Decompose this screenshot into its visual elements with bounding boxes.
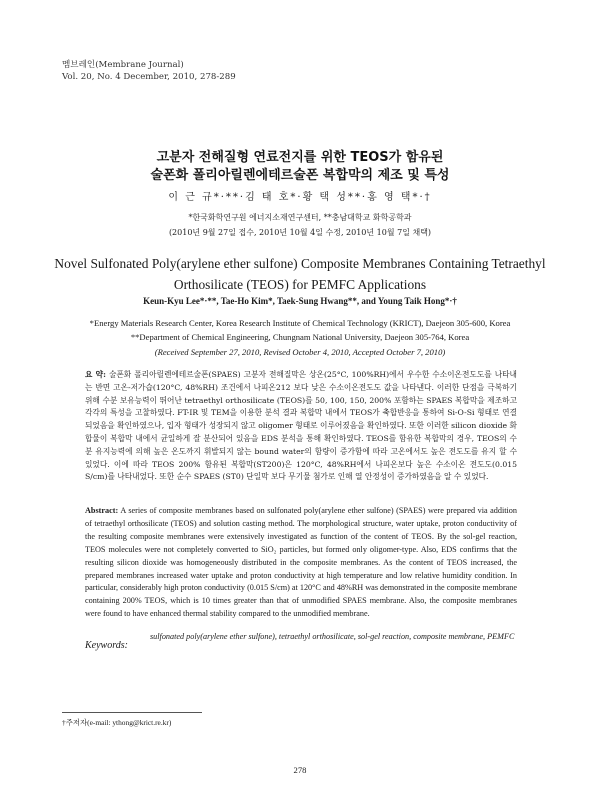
english-title-line-2: Orthosilicate (TEOS) for PEMFC Applications [173,277,427,292]
english-authors: Keun-Kyu Lee*·**, Tae-Ho Kim*, Taek-Sung Hwang**, and Young Taik Hong*·† [143,296,457,306]
english-title-line-1: Novel Sulfonated Poly(arylene ether sulfone) Composite Membranes Containing Tetraethyl [54,256,546,271]
keywords-text: sulfonated poly(arylene ether sulfone), tetraethyl orthosilicate, sol-gel reaction, composite membrane, PEMFC [150,632,515,641]
korean-dates: (2010년 9월 27일 접수, 2010년 10월 4일 수정, 2010년 10월 7일 채택) [168,228,432,237]
korean-title-line-1: 고분자 전해질형 연료전지를 위한 TEOS가 함유된 [156,150,444,165]
keywords-label: Keywords: [85,640,128,651]
english-abstract-label: Abstract: [85,506,119,515]
journal-volume: Vol. 20, No. 4 December, 2010, 278-289 [62,72,236,82]
korean-title-line-2: 술폰화 폴리아릴렌에테르술폰 복합막의 제조 및 특성 [150,168,450,183]
english-abstract-text: A series of composite membranes based on sulfonated poly(arylene ether sulfone) (SPAES) were prepared via addition of tetraethyl orthosilicate (TEOS) and solution casting method. The morphological structure, water uptake, proton conductivity of the resulting composite membranes were extensively investigated as function of the content of TEOS. By the sol-gel reaction, TEOS molecules were not completely converted to SiO₂ particles, but formed only oligomer-type. Also, EDS confirms that the resulting silicon dioxide was homogeneously distributed in the composite membranes. As the content of TEOS increased, the prepared membranes increased water uptake and proton conductivity at high temperature and low relative humidity condition. In particular, considerably high proton conductivity (0.015 S/cm) at 120°C and 48%RH was demonstrated in the composite membrane containing 200% TEOS, which is 10 times greater than that of unmodified SPAES membrane. Also, the composite membranes were found to have enhanced thermal stability compared to the unmodified membrane. [85,506,517,619]
korean-abstract-text: 술폰화 폴리아릴렌에테르술폰(SPAES) 고분자 전해질막은 상온(25°C, 100%RH)에서 우수한 수소이온전도도를 나타내는 반면 고온-저가습(120°C, 48%RH) 조건에서 나피온212 보다 낮은 수소이온전도도 값을 나타낸다. 이러한 단점을 극복하기 위해 수분 보유능력이 뛰어난 tetraethyl orthosilicate (TEOS)를 50, 100, 150, 200% 포함하는 SPAES 복합막을 제조하고 각각의 특성을 고찰하였다. FT-IR 및 TEM을 이용한 분석 결과 복합막 내에서 TEOS가 축합반응을 통하여 Si-O-Si 형태로 연결되었음을 확인하였으나, 입자 형태가 성장되지 않고 oligomer 형태로 이루어졌음을 확인하였다. 또한 이러한 silicon dioxide 화합물이 복합막 내에서 균일하게 잘 분산되어 있음을 EDS 분석을 통해 확인하였다. TEOS를 함유한 복합막의 경우, TEOS의 수분 유지능력에 의해 높은 온도까지 휘발되지 않는 bound water의 함량이 증가함에 따라 고온에서도 높은 전도도를 유지 할 수 있었다. 이에 따라 TEOS 200% 함유된 복합막(ST200)은 120°C, 48%RH에서 나피온보다 높은 수소이온 전도도(0.015 S/cm)를 나타내었다. 또한 순수 SPAES (ST0) 단일막 보다 무기물 첨가로 인해 열 안정성이 증가하였음을 알 수 있었다. [85,370,517,482]
footnote-divider [62,712,202,713]
english-affiliation-2: **Department of Chemical Engineering, Chungnam National University, Daejeon 305-764, Korea [130,332,470,342]
corresponding-author-footnote: †주저자(e-mail: ythong@krict.re.kr) [62,718,172,727]
journal-name: 멤브레인(Membrane Journal) [62,60,184,70]
english-affiliation-1: *Energy Materials Research Center, Korea Research Institute of Chemical Technology (KRICT), Daejeon 305-600, Korea [89,318,511,328]
korean-authors: 이 근 규*·**·김 태 호*·황 택 성**·홍 영 택*·† [168,192,432,203]
korean-abstract-label: 요 약: [85,370,106,379]
page-number: 278 [293,765,307,775]
english-dates: (Received September 27, 2010, Revised October 4, 2010, Accepted October 7, 2010) [154,347,446,357]
korean-affiliation: *한국화학연구원 에너지소재연구센터, **충남대학교 화학공학과 [188,213,412,222]
english-abstract [85,505,517,621]
korean-abstract [85,369,517,484]
